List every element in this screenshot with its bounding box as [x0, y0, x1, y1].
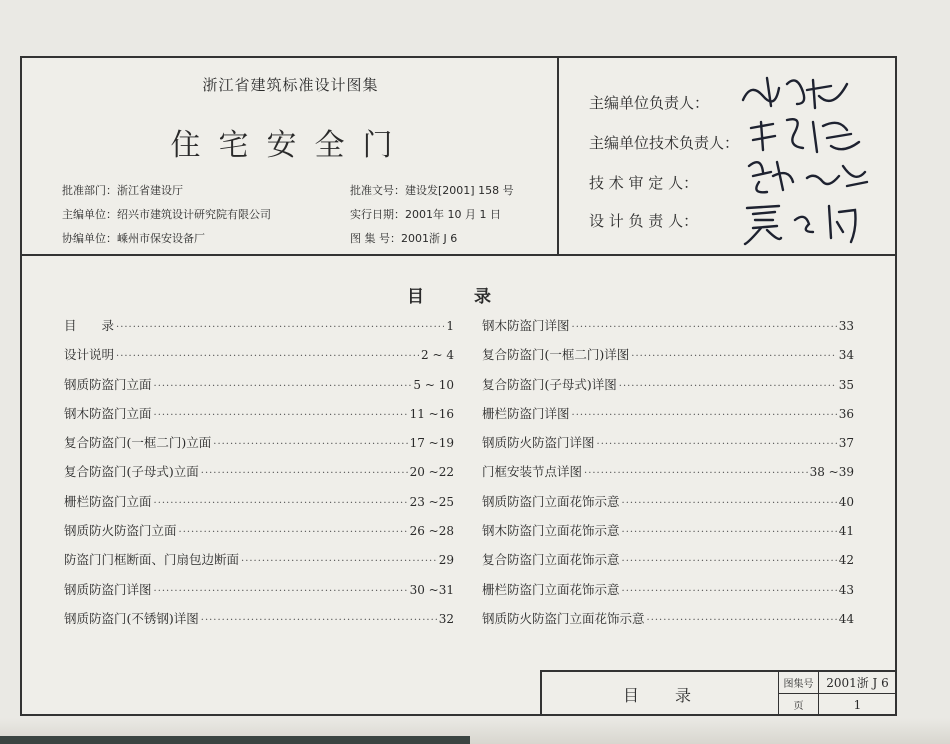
co-editor-unit: 协编单位：嵊州市保安设备厂: [62, 232, 205, 245]
signature-role-label: 设 计 负 责 人：: [589, 212, 699, 230]
signature-row-chief-unit: [589, 92, 709, 113]
toc-item[interactable]: 钢质防火防盗门详图 ····· 37: [482, 433, 854, 462]
atlas-series-title: 浙江省建筑标准设计图集: [202, 76, 379, 94]
effective-date: 实行日期：2001年 10 月 1 日: [350, 208, 501, 221]
toc-item[interactable]: 钢质防盗门详图 ····· 30 ~31: [64, 580, 454, 609]
atlas-number: 图 集 号：2001浙 J 6: [350, 232, 458, 245]
atlas-number-label: 图集号: [779, 672, 819, 694]
binding-edge: [0, 736, 470, 744]
toc-item[interactable]: 复合防盗门(一框二门)立面 ····· 17 ~19: [64, 433, 454, 462]
toc-item[interactable]: 门框安装节点详图 ····· 38 ~39: [482, 462, 854, 491]
toc-item[interactable]: 复合防盗门(一框二门)详图 ····· 34: [482, 345, 854, 374]
toc-item[interactable]: 钢质防火防盗门立面花饰示意 ····· 44: [482, 609, 854, 638]
toc-item[interactable]: 钢质防火防盗门立面 ····· 26 ~28: [64, 521, 454, 550]
toc-item[interactable]: 复合防盗门(子母式)立面 ····· 20 ~22: [64, 462, 454, 491]
signature-panel: [559, 58, 897, 256]
toc-left-column: [64, 316, 454, 638]
chief-editor-unit: 主编单位：绍兴市建筑设计研究院有限公司: [62, 208, 271, 221]
toc-right-column: [482, 316, 854, 638]
signature-role-label: 主编单位负责人：: [589, 94, 710, 112]
page-label: 页: [779, 694, 819, 716]
header-info-panel: [22, 58, 559, 256]
signature-row-reviewer: [589, 172, 698, 193]
page-number: 1: [819, 694, 897, 716]
toc-item[interactable]: 复合防盗门立面花饰示意 ····· 42: [482, 550, 854, 579]
atlas-number-value: 2001浙 J 6: [819, 672, 897, 694]
toc-item[interactable]: 栅栏防盗门立面花饰示意 ····· 43: [482, 580, 854, 609]
toc-heading: 目录: [407, 287, 541, 307]
signature-role-label: 技 术 审 定 人：: [589, 174, 699, 192]
drawing-sheet: [20, 56, 897, 716]
toc-item[interactable]: 目 录 ····· 1: [64, 316, 454, 345]
toc-item[interactable]: 钢质防盗门立面花饰示意 ····· 40: [482, 492, 854, 521]
handwritten-signature: [737, 70, 857, 114]
toc-item[interactable]: 钢木防盗门立面 ····· 11 ~16: [64, 404, 454, 433]
approval-doc-number: 批准文号：建设发[2001] 158 号: [350, 184, 514, 197]
toc-item[interactable]: 栅栏防盗门详图 ····· 36: [482, 404, 854, 433]
toc-item[interactable]: 钢质防盗门立面 ····· 5 ~ 10: [64, 375, 454, 404]
toc-item[interactable]: 复合防盗门(子母式)详图 ····· 35: [482, 375, 854, 404]
handwritten-signature: [743, 154, 873, 198]
title-block-title: 目录: [542, 672, 779, 716]
toc-item[interactable]: 防盗门门框断面、门扇包边断面 ····· 29: [64, 550, 454, 579]
signature-row-design-lead: [589, 210, 698, 231]
handwritten-signature: [747, 112, 867, 156]
toc-item[interactable]: 钢木防盗门立面花饰示意 ····· 41: [482, 521, 854, 550]
toc-item[interactable]: 钢质防盗门(不锈钢)详图 ····· 32: [64, 609, 454, 638]
handwritten-signature: [739, 198, 869, 248]
signature-role-label: 主编单位技术负责人：: [589, 134, 740, 152]
signature-row-tech-lead: [589, 132, 739, 153]
approval-dept: 批准部门：浙江省建设厅: [62, 184, 183, 197]
toc-item[interactable]: 钢木防盗门详图 ····· 33: [482, 316, 854, 345]
main-title: 住宅安全门: [170, 128, 411, 163]
toc-item[interactable]: 栅栏防盗门立面 ····· 23 ~25: [64, 492, 454, 521]
title-block: [540, 670, 897, 716]
toc-item[interactable]: 设计说明 ····· 2 ~ 4: [64, 345, 454, 374]
